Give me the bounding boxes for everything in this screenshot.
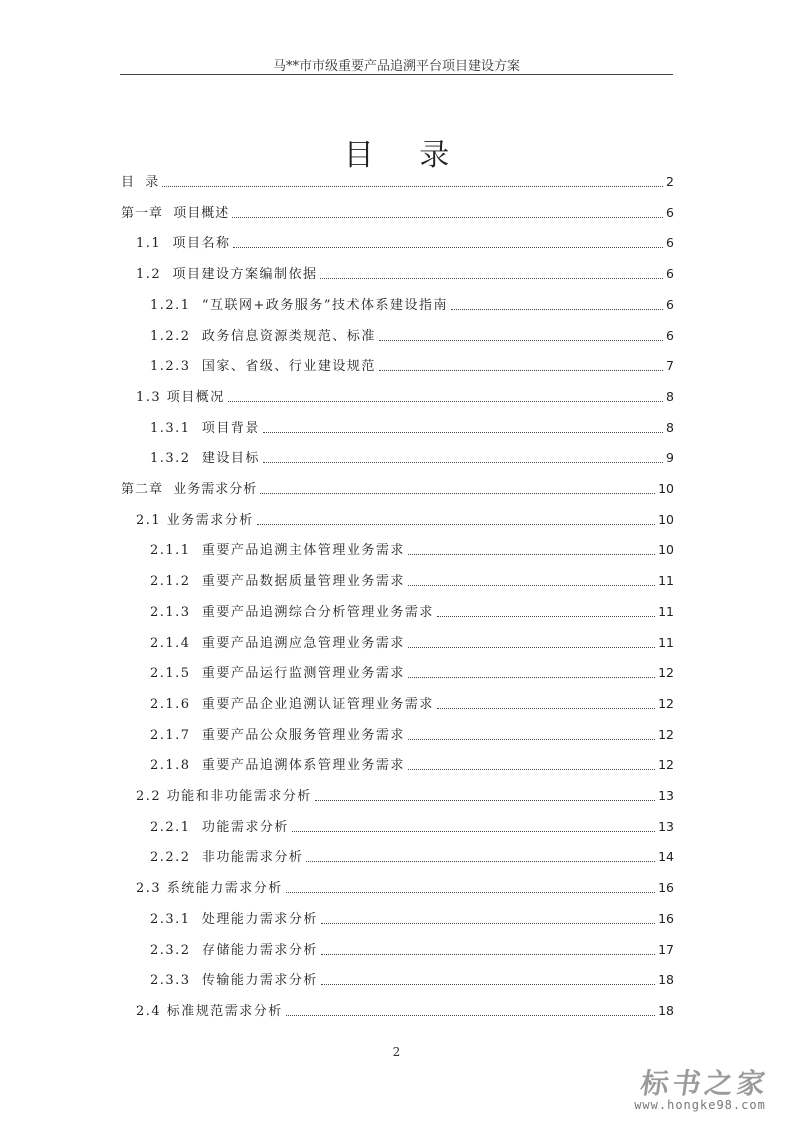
toc-leader-dots — [286, 1014, 655, 1016]
toc-entry-page: 12 — [658, 727, 674, 742]
toc-leader-dots — [408, 646, 655, 648]
toc-entry[interactable] — [121, 480, 674, 498]
toc-entry-page: 14 — [658, 849, 674, 864]
toc-leader-dots — [320, 277, 663, 279]
toc-entry[interactable] — [150, 541, 674, 559]
toc-entry-label: 2.1.8 重要产品追溯体系管理业务需求 — [150, 758, 405, 773]
toc-entry-label: 1.1 项目名称 — [136, 236, 231, 251]
toc-entry[interactable] — [136, 1002, 674, 1020]
watermark-brand: 标书之家 — [638, 1067, 772, 1100]
toc-leader-dots — [286, 891, 655, 893]
toc-entry[interactable] — [150, 971, 674, 989]
toc-leader-dots — [292, 830, 655, 832]
toc-entry-page: 16 — [658, 911, 674, 926]
toc-entry-label: 2.1 业务需求分析 — [136, 513, 254, 528]
toc-entry-label: 目 录 — [121, 175, 160, 190]
toc-entry-page: 9 — [666, 450, 674, 465]
toc-entry-label: 2.1.3 重要产品追溯综合分析管理业务需求 — [150, 605, 434, 620]
watermark-url: www.hongke98.com — [634, 1098, 766, 1112]
toc-entry-page: 12 — [658, 757, 674, 772]
toc-entry-label: 2.1.4 重要产品追溯应急管理业务需求 — [150, 636, 405, 651]
toc-entry[interactable] — [150, 357, 674, 375]
toc-leader-dots — [233, 246, 663, 248]
toc-entry-page: 12 — [658, 696, 674, 711]
toc-entry-page: 18 — [658, 972, 674, 987]
toc-entry-page: 8 — [666, 420, 674, 435]
toc-entry-page: 17 — [658, 942, 674, 957]
toc-entry-page: 6 — [666, 328, 674, 343]
toc-leader-dots — [321, 922, 655, 924]
toc-entry[interactable] — [150, 296, 674, 314]
toc-entry[interactable] — [136, 388, 674, 406]
toc-entry-label: 2.3 系统能力需求分析 — [136, 881, 283, 896]
toc-entry-label: 2.3.1 处理能力需求分析 — [150, 912, 318, 927]
toc-entry-label: 1.3 项目概况 — [136, 390, 225, 405]
toc-entry-page: 7 — [666, 358, 674, 373]
page-header: 马**市市级重要产品追溯平台项目建设方案 — [272, 59, 520, 74]
toc-entry-label: 2.2.1 功能需求分析 — [150, 820, 289, 835]
toc-leader-dots — [228, 400, 663, 402]
toc-entry[interactable] — [150, 756, 674, 774]
toc-entry-page: 18 — [658, 1003, 674, 1018]
toc-entry[interactable] — [150, 818, 674, 836]
toc-leader-dots — [408, 676, 655, 678]
toc-entry[interactable] — [150, 664, 674, 682]
toc-entry-page: 10 — [658, 542, 674, 557]
toc-entry-label: 2.2.2 非功能需求分析 — [150, 850, 304, 865]
toc-entry-page: 10 — [658, 481, 674, 496]
toc-entry[interactable] — [136, 234, 674, 252]
toc-entry-label: 1.3.2 建设目标 — [150, 451, 260, 466]
toc-leader-dots — [321, 953, 655, 955]
toc-leader-dots — [257, 523, 655, 525]
toc-leader-dots — [162, 185, 663, 187]
toc-leader-dots — [437, 615, 655, 617]
toc-entry-label: 2.1.2 重要产品数据质量管理业务需求 — [150, 574, 405, 589]
toc-entry-label: 2.3.3 传输能力需求分析 — [150, 973, 318, 988]
toc-entry[interactable] — [150, 910, 674, 928]
toc-leader-dots — [232, 216, 663, 218]
toc-entry-page: 11 — [658, 604, 674, 619]
toc-leader-dots — [321, 983, 655, 985]
toc-entry[interactable] — [150, 327, 674, 345]
toc-entry-page: 6 — [666, 266, 674, 281]
toc-leader-dots — [306, 860, 655, 862]
toc-entry-page: 8 — [666, 389, 674, 404]
page-number: 2 — [392, 1045, 401, 1059]
toc-leader-dots — [379, 339, 663, 341]
toc-leader-dots — [263, 431, 663, 433]
toc-entry-page: 2 — [666, 174, 674, 189]
toc-entry[interactable] — [121, 204, 674, 222]
toc-entry-label: 第一章 项目概述 — [121, 206, 230, 221]
toc-leader-dots — [315, 799, 655, 801]
toc-entry-label: 第二章 业务需求分析 — [121, 482, 258, 497]
toc-entry-page: 13 — [658, 788, 674, 803]
toc-entry[interactable] — [150, 941, 674, 959]
toc-entry-label: 2.4 标准规范需求分析 — [136, 1004, 283, 1019]
toc-entry[interactable] — [150, 695, 674, 713]
toc-entry[interactable] — [136, 511, 674, 529]
toc-entry-page: 10 — [658, 512, 674, 527]
toc-entry[interactable] — [136, 879, 674, 897]
toc-entry[interactable] — [150, 419, 674, 437]
toc-entry-label: 1.3.1 项目背景 — [150, 421, 260, 436]
toc-entry[interactable] — [150, 572, 674, 590]
toc-entry-label: 2.1.7 重要产品公众服务管理业务需求 — [150, 728, 405, 743]
toc-entry-label: 1.2.1 “互联网+政务服务”技术体系建设指南 — [150, 298, 449, 313]
toc-leader-dots — [260, 492, 655, 494]
toc-entry-label: 2.3.2 存储能力需求分析 — [150, 943, 318, 958]
toc-leader-dots — [408, 584, 655, 586]
toc-leader-dots — [437, 707, 655, 709]
toc-leader-dots — [379, 369, 663, 371]
toc-entry[interactable] — [136, 787, 674, 805]
toc-title: 目 录 — [343, 138, 468, 173]
toc-entry[interactable] — [150, 603, 674, 621]
toc-entry-label: 1.2.3 国家、省级、行业建设规范 — [150, 359, 376, 374]
toc-entry-page: 11 — [658, 573, 674, 588]
toc-leader-dots — [408, 738, 655, 740]
toc-entry[interactable] — [150, 449, 674, 467]
toc-entry-page: 6 — [666, 205, 674, 220]
toc-leader-dots — [263, 461, 663, 463]
toc-entry[interactable] — [150, 726, 674, 744]
toc-entry-page: 6 — [666, 235, 674, 250]
toc-entry-page: 16 — [658, 880, 674, 895]
toc-entry-label: 2.1.5 重要产品运行监测管理业务需求 — [150, 666, 405, 681]
toc-leader-dots — [408, 768, 655, 770]
watermark-logo — [635, 1062, 775, 1118]
toc-entry-label: 2.1.1 重要产品追溯主体管理业务需求 — [150, 543, 405, 558]
toc-leader-dots — [408, 553, 655, 555]
toc-entry[interactable] — [150, 634, 674, 652]
toc-entry-page: 12 — [658, 665, 674, 680]
toc-leader-dots — [451, 308, 663, 310]
toc-entry[interactable] — [136, 265, 674, 283]
toc-entry-label: 1.2.2 政务信息资源类规范、标准 — [150, 329, 376, 344]
toc-entry[interactable] — [150, 848, 674, 866]
toc-entry-page: 6 — [666, 297, 674, 312]
toc-entry-label: 1.2 项目建设方案编制依据 — [136, 267, 318, 282]
toc-entry-label: 2.1.6 重要产品企业追溯认证管理业务需求 — [150, 697, 434, 712]
toc-entry[interactable] — [121, 173, 674, 191]
toc-entry-page: 11 — [658, 635, 674, 650]
toc-entry-page: 13 — [658, 819, 674, 834]
toc-entry-label: 2.2 功能和非功能需求分析 — [136, 789, 312, 804]
